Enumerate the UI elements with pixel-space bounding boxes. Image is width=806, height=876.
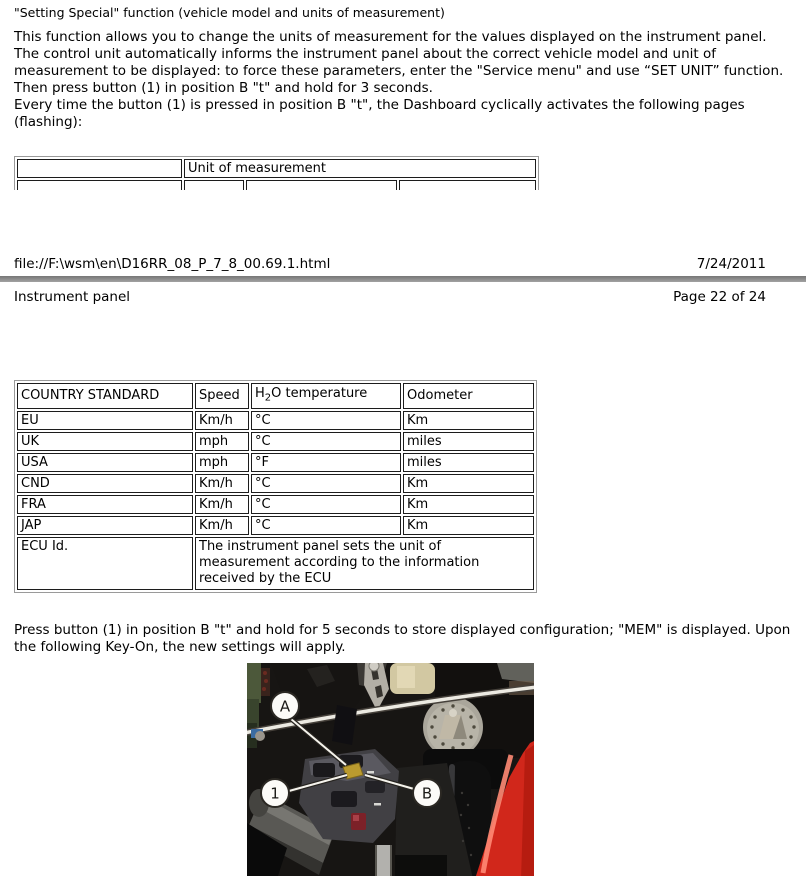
intro-paragraph: Every time the button (1) is pressed in position B "t", the Dashboard cyclically activates the following pages (flashing):: [14, 97, 745, 130]
table-row: CND Km/h °C Km: [17, 474, 534, 493]
header-odometer: Odometer: [403, 383, 534, 409]
page-title: "Setting Special" function (vehicle model and units of measurement): [14, 5, 445, 20]
ecu-description: The instrument panel sets the unit of measurement according to the information received by the ECU: [195, 537, 534, 590]
table-row: JAP Km/h °C Km: [17, 516, 534, 535]
callout-b-badge: [413, 779, 441, 807]
photo-scene: [247, 663, 534, 876]
header-country: COUNTRY STANDARD: [17, 383, 193, 409]
intro-text: [14, 29, 796, 131]
table-row: FRA Km/h °C Km: [17, 495, 534, 514]
note-paragraph: Press button (1) in position B "t" and hold for 5 seconds to store displayed configuration; "MEM" is displayed. Upon the following Key-On, the new settings will apply.: [14, 622, 791, 655]
photo-figure: [247, 663, 534, 876]
print-footer: [14, 256, 766, 273]
section-title: Instrument panel: [14, 289, 131, 305]
fragment-table: [14, 156, 559, 190]
svg-text:A: A: [279, 697, 291, 716]
ecu-label: ECU Id.: [17, 537, 193, 590]
svg-text:1: 1: [270, 784, 280, 803]
empty-cell: [17, 159, 182, 178]
empty-cell: [17, 180, 182, 190]
unit-of-measurement-header-cell: Unit of measurement: [184, 159, 536, 178]
empty-cell: [184, 180, 244, 190]
callout-1-badge: [261, 779, 289, 807]
header-h2o-temperature: $H_2O$ temperature: [251, 383, 401, 409]
page-break-divider: [0, 276, 806, 282]
print-header: [14, 289, 766, 306]
file-url: file://F:\wsm\en\D16RR_08_P_7_8_00.69.1.html: [14, 256, 331, 272]
table-header-row: [17, 383, 534, 409]
table-row: EU Km/h °C Km: [17, 411, 534, 430]
table-row: UK mph °C miles: [17, 432, 534, 451]
table-row: USA mph °F miles: [17, 453, 534, 472]
empty-cell: [246, 180, 397, 190]
print-date: 7/24/2011: [696, 256, 766, 272]
fragment-units-table: [14, 156, 539, 190]
ecu-row: [17, 537, 534, 590]
intro-paragraph: The control unit automatically informs the instrument panel about the correct vehicle model and unit of measurement to be displayed: to force these parameters, enter the "Service menu" and use “SET UNIT” function. Then press button (1) in position B "t" and hold for 3 seconds.: [14, 46, 784, 96]
header-speed: Speed: [195, 383, 249, 409]
callout-a-badge: [271, 692, 299, 720]
intro-paragraph: This function allows you to change the units of measurement for the values displayed on the instrument panel.: [14, 29, 767, 45]
page-number: Page 22 of 24: [673, 289, 766, 305]
empty-cell: [399, 180, 536, 190]
units-table: [14, 380, 537, 593]
svg-text:B: B: [421, 784, 433, 803]
